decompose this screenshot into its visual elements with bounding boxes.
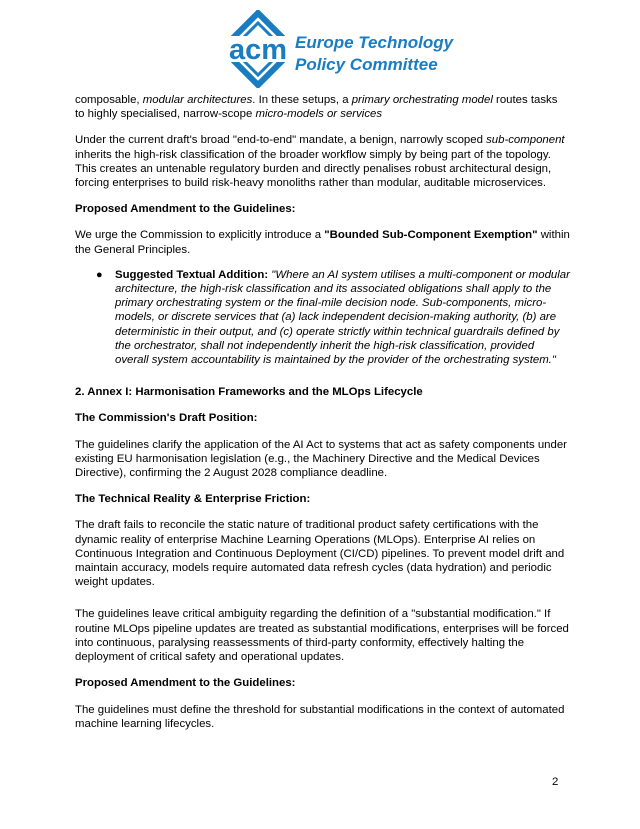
logo-line2: Policy Committee (295, 55, 438, 74)
heading-draft-position: The Commission's Draft Position: (75, 412, 258, 425)
paragraph-end-to-end: Under the current draft's broad "end-to-end" mandate, a benign, narrowly scoped sub-component inherits the high-risk classification of the broader workflow simply by being part of the topology. This creates an untenable regulatory burden and directly penalises robust architectural design, forcing enterprises to build risk-heavy monoliths rather than modular, auditable microservices. (75, 134, 565, 190)
paragraph-substantial-modification: The guidelines leave critical ambiguity regarding the definition of a "substantial modification." If routine MLOps pipeline updates are treated as substantial modifications, enterprises will be forced into continuous, paralysing reassessments of third-party conformity, effectively halting the deployment of critical safety and operational updates. (75, 608, 569, 664)
suggested-addition-list (75, 268, 570, 367)
logo-line1: Europe Technology (295, 33, 454, 52)
list-item: ● Suggested Textual Addition: "Where an AI system utilises a multi-component or modular architecture, the high-risk classification and its associated obligations shall apply to the primary orchestrating system or the final-mile decision node. Sub-components, micro-models, or discrete services that (a) lack independent decision-making authority, (b) are deterministic in their output, and (c) operate strictly within technical guardrails defined by the orchestrator, shall not independently inherit the high-risk classification, provided overall system accountability is maintained by the provider of the orchestrating system." (96, 268, 570, 367)
logo-acm-text: acm (228, 34, 288, 66)
paragraph-mlops: The draft fails to reconcile the static nature of traditional product safety certifications with the dynamic reality of enterprise Machine Learning Operations (MLOps). Enterprise AI relies on Continuous Integration and Continuous Deployment (CI/CD) pipelines. To prevent model drift and maintain accuracy, models require automated data refresh cycles (data hydration) and periodic weight updates. (75, 519, 565, 589)
paragraph-modular: composable, modular architectures. In these setups, a primary orchestrating model routes tasks to highly specialised, narrow-scope micro-models or services (75, 94, 558, 121)
heading-proposed-amendment-2: Proposed Amendment to the Guidelines: (75, 677, 296, 690)
paragraph-threshold: The guidelines must define the threshold for substantial modifications in the context of automated machine learning lifecycles. (75, 703, 565, 730)
section-heading-annex-1: 2. Annex I: Harmonisation Frameworks and the MLOps Lifecycle (75, 386, 423, 399)
heading-proposed-amendment-1: Proposed Amendment to the Guidelines: (75, 203, 296, 216)
acm-europe-logo (196, 10, 456, 88)
paragraph-draft-position: The guidelines clarify the application of the AI Act to systems that act as safety components under existing EU harmonisation legislation (e.g., the Machinery Directive and the Medical Devices Directive), confirming the 2 August 2028 compliance deadline. (75, 438, 567, 480)
page-number: 2 (552, 776, 559, 788)
document-body (75, 93, 570, 731)
heading-technical-reality: The Technical Reality & Enterprise Friction: (75, 493, 311, 506)
bullet-glyph: ● (96, 268, 103, 281)
paragraph-exemption: We urge the Commission to explicitly introduce a "Bounded Sub-Component Exemption" within the General Principles. (75, 229, 570, 256)
